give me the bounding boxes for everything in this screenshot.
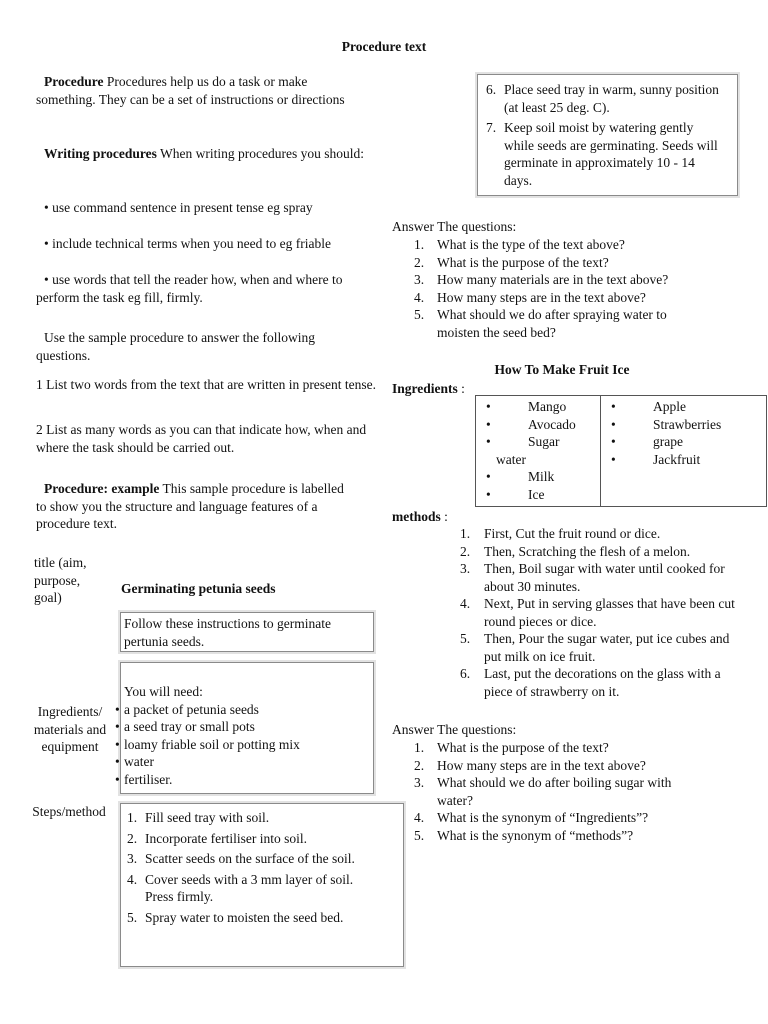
question-number: 4. — [414, 810, 425, 825]
ingredient-item — [482, 468, 596, 486]
ingredient-item — [482, 433, 560, 468]
step-text: Cover seeds with a 3 mm layer of soil. Press firmly. — [145, 871, 354, 904]
bullet-icon: • — [486, 416, 491, 432]
question-text: What is the synonym of “methods”? — [437, 827, 634, 843]
label-title: title (aim, purpose, goal) — [34, 555, 87, 605]
bullet-icon: • — [115, 754, 120, 769]
method-item — [392, 595, 740, 630]
materials-box — [115, 662, 374, 794]
question-number: 1. — [414, 237, 425, 252]
method-text: Next, Put in serving glasses that have been cut round pieces or dice. — [484, 596, 735, 629]
need-heading: You will need: — [124, 684, 203, 699]
bullet-icon: • — [611, 434, 616, 449]
bullet-icon: • — [115, 771, 120, 787]
writing-text: When writing procedures you should: — [156, 146, 364, 161]
question-2-text: 2 List as many words as you can that indicate how, when and where the task should be carried out. — [36, 422, 367, 455]
method-text: Then, Pour the sugar water, put ice cubes and put milk on ice fruit. — [484, 631, 730, 664]
bullet-3-text: • use words that tell the reader how, when and where to perform the task eg fill, firmly. — [36, 272, 343, 305]
question-item — [392, 289, 702, 307]
method-number: 2. — [460, 543, 471, 559]
step-text: Spray water to moisten the seed bed. — [145, 909, 344, 925]
step-number: 5. — [127, 909, 138, 925]
bullet-icon: • — [611, 399, 616, 414]
procedure-definition — [36, 73, 356, 108]
step-number: 7. — [486, 120, 497, 135]
step-number: 3. — [127, 851, 138, 866]
step-number: 6. — [486, 82, 497, 97]
method-text: First, Cut the fruit round or dice. — [484, 526, 661, 541]
questions-list-1 — [392, 236, 702, 341]
steps-continued-list — [480, 81, 723, 189]
bullet-icon: • — [611, 416, 616, 432]
ingredient-text: Apple — [653, 399, 686, 414]
question-item — [392, 254, 702, 272]
need-item-text: fertiliser. — [124, 771, 173, 787]
bullet-1-text: • use command sentence in present tense eg spray — [44, 200, 313, 215]
step-text: Place seed tray in warm, sunny position (at least 25 deg. C). — [504, 82, 719, 115]
method-number: 5. — [460, 631, 471, 646]
need-item-text: water — [124, 754, 154, 769]
question-text: How many steps are in the text above? — [437, 289, 646, 305]
ingredients-label — [392, 380, 465, 398]
question-number: 2. — [414, 254, 425, 270]
writing-heading: Writing procedures — [44, 146, 157, 161]
ingredient-item — [607, 416, 762, 434]
ingredients-table — [475, 395, 767, 507]
method-number: 4. — [460, 596, 471, 611]
question-item — [392, 739, 710, 757]
methods-label — [392, 508, 448, 526]
question-number: 5. — [414, 307, 425, 322]
question-number: 1. — [414, 740, 425, 755]
question-text: How many materials are in the text above? — [437, 272, 669, 287]
bullet-icon: • — [115, 736, 120, 752]
question-number: 3. — [414, 775, 425, 790]
question-item — [392, 809, 710, 827]
step-text: Fill seed tray with soil. — [145, 810, 270, 825]
method-number: 1. — [460, 526, 471, 541]
question-1-text: 1 List two words from the text that are written in present tense. — [36, 377, 377, 392]
method-item — [392, 543, 740, 561]
bullet-icon: • — [115, 701, 120, 717]
example-text: This sample procedure is labelled to show you the structure and language features of a procedure text. — [36, 481, 344, 531]
use-sample-text: Use the sample procedure to answer the following questions. — [36, 330, 316, 363]
methods-colon: : — [440, 509, 448, 524]
ingredient-item — [607, 433, 762, 451]
need-item — [115, 701, 370, 719]
method-item — [392, 665, 740, 700]
question-item — [392, 827, 710, 845]
steps-continued-box — [477, 74, 738, 196]
step-number: 2. — [127, 830, 138, 846]
need-item — [115, 736, 370, 754]
step-text: Scatter seeds on the surface of the soil. — [145, 851, 355, 866]
method-text: Then, Boil sugar with water until cooked for about 30 minutes. — [484, 561, 725, 594]
question-number: 4. — [414, 289, 425, 305]
ingredient-text: Avocado — [528, 416, 576, 432]
example-heading: Procedure: example — [44, 481, 160, 496]
ingredients-label-text: Ingredients — [392, 381, 458, 396]
step-item — [480, 119, 723, 189]
method-number: 3. — [460, 561, 471, 576]
sample-title: Germinating petunia seeds — [121, 581, 276, 596]
procedure-text: Procedures help us do a task or make something. They can be a set of instructions or directions — [36, 74, 345, 107]
step-number: 4. — [127, 871, 138, 887]
methods-label-text: methods — [392, 509, 441, 524]
fruit-ice-title: How To Make Fruit Ice — [494, 362, 630, 377]
ingredient-item — [607, 398, 762, 416]
ingredient-text: Mango — [528, 399, 567, 414]
step-number: 1. — [127, 810, 138, 825]
bullet-3 — [36, 271, 376, 306]
question-item — [392, 774, 710, 809]
steps-box — [120, 803, 404, 967]
question-text: How many steps are in the text above? — [437, 757, 646, 773]
ingredient-item — [607, 451, 762, 469]
bullet-2-text: • include technical terms when you need to eg friable — [44, 236, 331, 251]
step-item — [121, 909, 365, 927]
bullet-2 — [36, 235, 376, 253]
bullet-icon: • — [486, 434, 491, 449]
questions-list-2 — [392, 739, 710, 844]
method-text: Then, Scratching the flesh of a melon. — [484, 543, 691, 559]
question-1 — [36, 376, 386, 394]
need-item — [115, 771, 370, 789]
ingredient-text: grape — [653, 434, 683, 449]
sample-intro: Follow these instructions to germinate pertunia seeds. — [124, 616, 331, 649]
ingredient-text: Sugar water — [496, 434, 560, 467]
need-item-text: a packet of petunia seeds — [124, 701, 259, 717]
steps-list — [121, 809, 365, 926]
bullet-icon: • — [486, 469, 491, 484]
method-item — [392, 525, 740, 543]
ingredient-text: Milk — [528, 469, 555, 484]
ingredient-item — [482, 416, 596, 434]
need-item-text: loamy friable soil or potting mix — [124, 736, 300, 752]
label-ingredients: Ingredients/ materials and equipment — [33, 704, 107, 754]
step-item — [121, 871, 365, 906]
page-title: Procedure text — [341, 39, 427, 54]
ingredients-colon: : — [457, 381, 465, 396]
bullet-1 — [36, 199, 376, 217]
question-item — [392, 236, 702, 254]
question-number: 5. — [414, 827, 425, 843]
bullet-icon: • — [486, 486, 491, 502]
methods-list — [392, 525, 740, 700]
need-item — [115, 753, 370, 771]
question-text: What is the purpose of the text? — [437, 740, 609, 755]
need-item-text: a seed tray or small pots — [124, 719, 255, 734]
ingredient-item — [482, 398, 596, 416]
procedure-example — [36, 480, 346, 533]
method-text: Last, put the decorations on the glass with a piece of strawberry on it. — [484, 666, 721, 699]
need-item — [115, 718, 370, 736]
question-number: 3. — [414, 272, 425, 287]
question-2 — [36, 421, 386, 456]
question-text: What is the type of the text above? — [437, 237, 625, 252]
method-item — [392, 560, 740, 595]
question-item — [392, 271, 702, 289]
bullet-icon: • — [486, 399, 491, 414]
question-text: What is the synonym of “Ingredients”? — [437, 810, 649, 825]
bullet-icon: • — [611, 451, 616, 467]
question-text: What is the purpose of the text? — [437, 254, 609, 270]
method-item — [392, 630, 740, 665]
question-text: What should we do after spraying water to moisten the seed bed? — [437, 307, 667, 340]
ingredient-text: Ice — [528, 486, 545, 502]
ingredients-column-1 — [476, 396, 601, 507]
method-number: 6. — [460, 666, 471, 681]
question-item — [392, 306, 702, 341]
label-steps: Steps/method — [32, 804, 106, 819]
step-item — [121, 830, 365, 848]
question-item — [392, 757, 710, 775]
step-item — [480, 81, 723, 116]
sample-intro-box — [120, 612, 374, 652]
step-item — [121, 850, 365, 868]
question-number: 2. — [414, 757, 425, 773]
procedure-heading: Procedure — [44, 74, 104, 89]
answer-heading-2: Answer The questions: — [392, 722, 517, 737]
step-text: Keep soil moist by watering gently while seeds are germinating. Seeds will germinate in approximately 10 - 14 days. — [504, 120, 718, 188]
bullet-icon: • — [115, 719, 120, 734]
ingredients-column-2 — [601, 396, 767, 507]
ingredient-text: Jackfruit — [653, 451, 701, 467]
question-text: What should we do after boiling sugar with water? — [437, 775, 672, 808]
ingredient-text: Strawberries — [653, 416, 722, 432]
answer-heading-1: Answer The questions: — [392, 219, 517, 234]
writing-procedures — [36, 145, 366, 163]
ingredient-item — [482, 486, 596, 504]
step-item — [121, 809, 365, 827]
step-text: Incorporate fertiliser into soil. — [145, 830, 307, 846]
use-sample — [36, 329, 356, 364]
